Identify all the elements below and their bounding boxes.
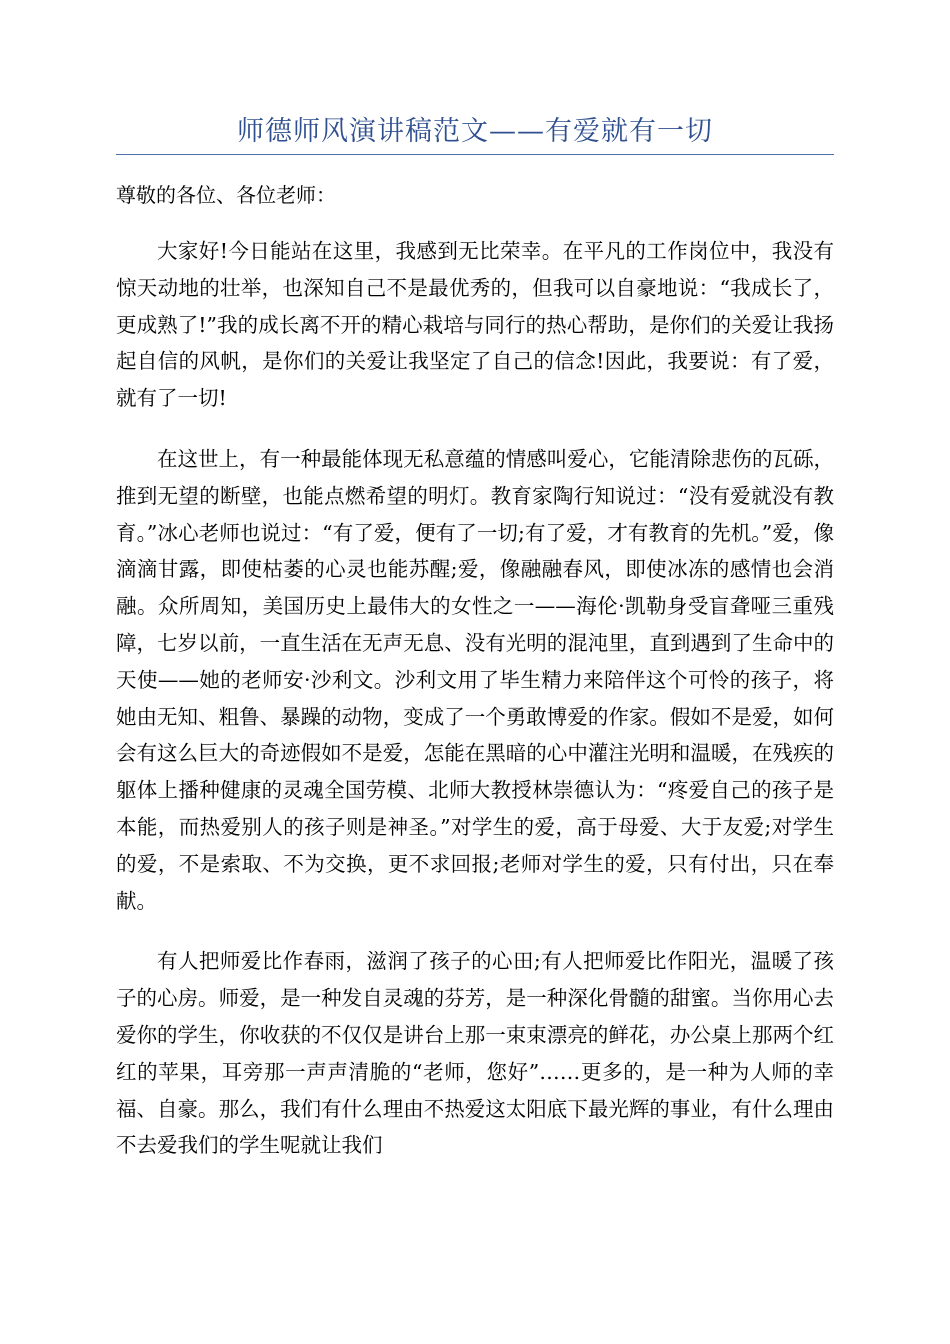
paragraph-1: 大家好!今日能站在这里，我感到无比荣幸。在平凡的工作岗位中，我没有惊天动地的壮举，也深知自己不是最优秀的，但我可以自豪地说：“我成长了，更成熟了!”我的成长离不开的精心栽培与同行的热心帮助，是你们的关爱让我扬起自信的风帆，是你们的关爱让我坚定了自己的信念!因此，我要说：有了爱，就有了一切! bbox=[116, 239, 834, 411]
salutation: 尊敬的各位、各位老师： bbox=[116, 183, 336, 207]
document-page bbox=[116, 0, 834, 1164]
paragraph-2: 在这世上，有一种最能体现无私意蕴的情感叫爱心，它能清除悲伤的瓦砾，推到无望的断壁，也能点燃希望的明灯。教育家陶行知说过：“没有爱就没有教育。”冰心老师也说过：“有了爱，便有了一切;有了爱，才有教育的先机。”爱，像滴滴甘露，即使枯萎的心灵也能苏醒;爱，像融融春风，即使冰冻的感情也会消融。众所周知，美国历史上最伟大的女性之一——海伦·凯勒身受盲聋哑三重残障，七岁以前，一直生活在无声无息、没有光明的混沌里，直到遇到了生命中的天使——她的老师安·沙利文。沙利文用了毕生精力来陪伴这个可怜的孩子，将她由无知、粗鲁、暴躁的动物，变成了一个勇敢博爱的作家。假如不是爱，如何会有这么巨大的奇迹假如不是爱，怎能在黑暗的心中灌注光明和温暖，在残疾的躯体上播种健康的灵魂全国劳模、北师大教授林崇德认为：“疼爱自己的孩子是本能，而热爱别人的孩子则是神圣。”对学生的爱，高于母爱、大于友爱;对学生的爱，不是索取、不为交换，更不求回报;老师对学生的爱，只有付出，只在奉献。 bbox=[116, 446, 834, 913]
document-title: 师德师风演讲稿范文——有爱就有一切 bbox=[237, 116, 713, 147]
paragraph-3: 有人把师爱比作春雨，滋润了孩子的心田;有人把师爱比作阳光，温暖了孩子的心房。师爱，是一种发自灵魂的芬芳，是一种深化骨髓的甜蜜。当你用心去爱你的学生，你收获的不仅仅是讲台上那一束束漂亮的鲜花，办公桌上那两个红红的苹果，耳旁那一声声清脆的“老师，您好”……更多的，是一种为人师的幸福、自豪。那么，我们有什么理由不热爱这太阳底下最光辉的事业，有什么理由不去爱我们的学生呢就让我们 bbox=[116, 949, 834, 1158]
title-underline bbox=[116, 154, 834, 155]
